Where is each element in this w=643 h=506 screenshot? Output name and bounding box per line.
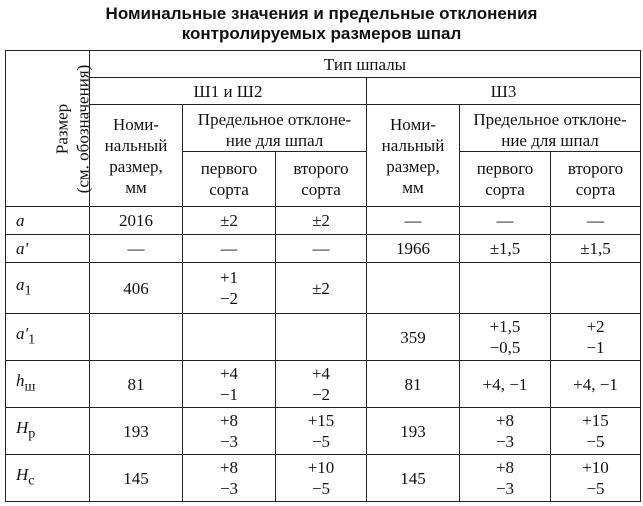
value-cell [90,235,183,263]
table-row [6,207,641,235]
dimension-symbol: a' [16,324,29,344]
cell-value: 145 [400,468,426,488]
cell-value: +4, −1 [573,374,618,394]
table-row [6,263,641,314]
value-cell [551,408,641,455]
second-2-line-1: второго [567,159,624,178]
header-row-2 [6,78,641,105]
value-cell [90,361,183,408]
size-header-line-2: (см. обозначения) [73,64,93,193]
value-cell [276,263,367,314]
nominal-2-line-3: размер, [386,156,440,176]
cell-value: 193 [400,421,426,441]
nominal-2-line-1: Номи- [390,114,436,134]
dimension-symbol: H [16,465,29,485]
cell-value: ±2 [220,211,238,230]
cell-value: −3 [495,479,515,498]
cell-value: — [496,211,514,230]
table-row [6,314,641,361]
deviation-2-line-1: Предельное отклоне- [473,110,627,129]
nominal-header-2 [367,105,460,207]
cell-value: 145 [123,468,149,488]
value-cell [276,408,367,455]
first-grade-header-2 [460,152,551,207]
deviation-header-1 [183,105,367,152]
dimension-subscript: 1 [28,331,36,348]
dimension-label [6,314,90,361]
value-cell [183,207,276,235]
deviation-header-2 [460,105,641,152]
cell-value: +4 [219,364,239,383]
cell-value: ±2 [312,211,330,230]
value-cell [551,263,641,314]
cell-value: −3 [219,479,239,498]
cell-value: +4 [311,364,331,383]
value-cell [367,408,460,455]
cell-value: −1 [586,338,605,357]
cell-value: −0,5 [489,338,521,357]
cell-value: 1966 [396,239,430,258]
value-cell [367,207,460,235]
cell-value: +15 [307,411,335,430]
table-body [6,51,641,502]
dimension-label [6,235,90,263]
cell-value: 81 [127,374,145,394]
second-1-line-1: второго [293,159,349,178]
cell-value: −5 [586,479,605,498]
dimension-subscript: с [28,472,35,489]
value-cell [460,263,551,314]
cell-value: ±1,5 [489,239,521,258]
cell-value: +4, −1 [482,374,528,394]
cell-value: +15 [582,411,609,430]
cell-value: −5 [311,479,331,498]
value-cell [276,314,367,361]
first-2-line-2: сорта [485,180,525,199]
title-line-1: Номинальные значения и предельные отклонения [105,4,538,23]
value-cell [460,408,551,455]
value-cell [183,408,276,455]
value-cell [551,455,641,502]
sleeper-type-header: Тип шпалы [90,51,641,78]
value-cell [460,235,551,263]
cell-value: −3 [219,432,239,451]
value-cell [551,235,641,263]
value-cell [367,314,460,361]
dimension-subscript: 1 [24,282,32,299]
table-row [6,235,641,263]
nominal-2-line-4: мм [402,177,424,197]
dimension-subscript: р [28,425,36,442]
cell-value: −5 [311,432,331,451]
tolerance-table [5,50,641,502]
value-cell [367,263,460,314]
value-cell [90,314,183,361]
value-cell [183,455,276,502]
table-title [0,4,643,44]
cell-value: 193 [123,421,149,441]
dimension-label [6,207,90,235]
nominal-1-line-2: нальный [104,135,168,155]
cell-value: −5 [586,432,605,451]
cell-value: +10 [582,458,609,477]
cell-value: −1 [219,385,239,404]
cell-value: — [404,211,422,230]
value-cell [460,455,551,502]
size-header-line-1: Размер [52,103,72,154]
value-cell [460,314,551,361]
group-header-sh3: Ш3 [367,78,641,105]
nominal-1-line-1: Номи- [113,114,159,134]
group-header-sh1-sh2: Ш1 и Ш2 [90,78,367,105]
value-cell [460,361,551,408]
value-cell [90,408,183,455]
value-cell [183,235,276,263]
cell-value: +10 [307,458,335,477]
value-cell [183,263,276,314]
value-cell [90,207,183,235]
first-1-line-2: сорта [209,180,249,199]
dimension-label [6,455,90,502]
size-header [51,64,93,193]
value-cell [276,361,367,408]
value-cell [367,455,460,502]
cell-value: 406 [123,278,149,298]
second-1-line-2: сорта [301,180,341,199]
table-row [6,408,641,455]
deviation-2-line-2: ние для шпал [501,131,599,150]
value-cell [367,361,460,408]
table-row [6,455,641,502]
deviation-1-line-1: Предельное отклоне- [197,110,352,129]
dimension-symbol: a [16,275,25,295]
cell-value: ±1,5 [580,239,611,258]
first-2-line-1: первого [476,159,534,178]
second-2-line-2: сорта [575,180,616,199]
cell-value: — [587,211,604,230]
value-cell [551,361,641,408]
value-cell [367,235,460,263]
header-row-3 [6,105,641,152]
nominal-2-line-2: нальный [381,135,445,155]
value-cell [90,455,183,502]
dimension-label [6,263,90,314]
value-cell [90,263,183,314]
cell-value: 2016 [119,211,153,230]
value-cell [551,207,641,235]
dimension-label [6,408,90,455]
dimension-symbol: a [16,211,25,230]
deviation-1-line-2: ние для шпал [225,131,324,150]
cell-value: — [312,239,330,258]
table-row [6,361,641,408]
value-cell [276,207,367,235]
size-header-cell [6,51,93,207]
dimension-label [6,361,90,408]
cell-value: +8 [219,411,239,430]
value-cell [183,361,276,408]
value-cell [276,455,367,502]
title-line-2: контролируемых размеров шпал [181,24,462,43]
second-grade-header-2 [551,152,641,207]
cell-value: +8 [495,411,515,430]
value-cell [183,314,276,361]
cell-value: +1 [219,268,239,287]
cell-value: 359 [400,327,426,347]
nominal-1-line-3: размер, [109,156,163,176]
value-cell [460,207,551,235]
value-cell [276,235,367,263]
dimension-subscript: ш [24,378,36,395]
cell-value: −3 [495,432,515,451]
dimension-symbol: a' [16,239,29,258]
cell-value: +8 [495,458,515,477]
cell-value: −2 [219,289,239,308]
dimension-symbol: H [16,418,29,438]
nominal-header-1 [90,105,183,207]
second-grade-header-1 [276,152,367,207]
cell-value: −2 [311,385,331,404]
header-row-1 [6,51,641,78]
cell-value: 81 [404,374,422,394]
nominal-1-line-4: мм [125,177,147,197]
dimension-symbol: h [16,371,25,391]
first-grade-header-1 [183,152,276,207]
cell-value: +8 [219,458,239,477]
cell-value: — [220,239,238,258]
cell-value: +2 [586,317,605,336]
value-cell [551,314,641,361]
cell-value: ±2 [312,278,330,298]
cell-value: — [127,239,145,258]
cell-value: +1,5 [489,317,521,336]
first-1-line-1: первого [200,159,258,178]
